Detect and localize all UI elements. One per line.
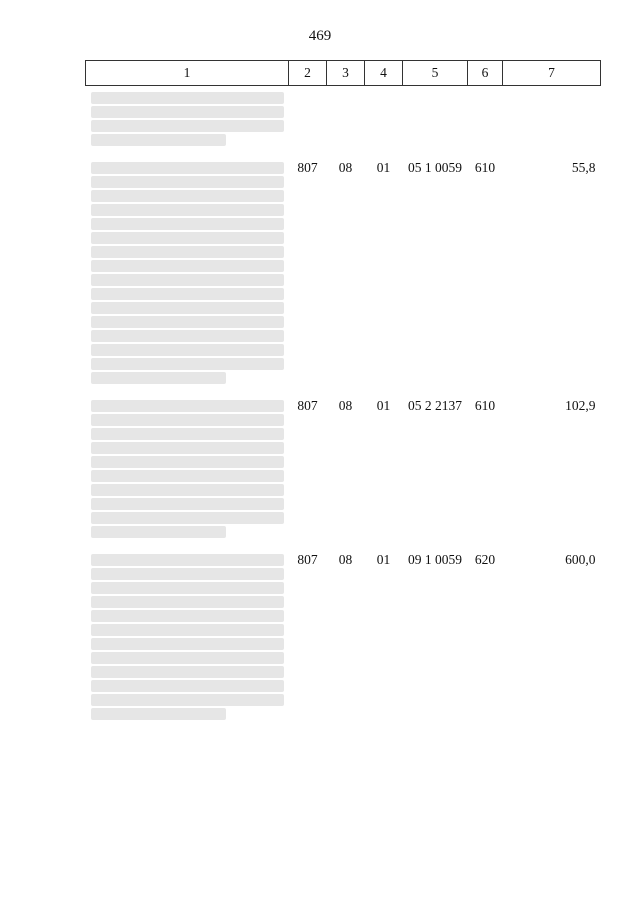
text-placeholder (91, 288, 284, 300)
text-placeholder (91, 526, 226, 538)
text-placeholder (91, 624, 284, 636)
header-cell: 6 (468, 61, 503, 86)
text-placeholder (91, 596, 284, 608)
code-cell (468, 86, 503, 157)
text-placeholder (91, 92, 284, 104)
page-number: 469 (308, 28, 332, 44)
text-placeholder (91, 428, 284, 440)
amount-cell (503, 86, 601, 157)
header-cell: 5 (403, 61, 468, 86)
text-placeholder (91, 246, 284, 258)
code-cell: 620 (474, 552, 496, 567)
text-placeholder (91, 484, 284, 496)
code-cell: 01 (376, 398, 391, 413)
code-cell (289, 86, 327, 157)
code-cell: 807 (297, 160, 318, 175)
code-cell: 09 1 0059 (408, 552, 462, 567)
text-placeholder (91, 498, 284, 510)
text-placeholder (91, 554, 284, 566)
text-placeholder (91, 372, 226, 384)
amount-cell: 600,0 (565, 552, 596, 567)
code-cell: 01 (376, 552, 391, 567)
text-placeholder (91, 162, 284, 174)
text-placeholder (91, 708, 226, 720)
text-placeholder (91, 316, 284, 328)
text-placeholder (91, 652, 284, 664)
text-placeholder (91, 512, 284, 524)
code-cell: 08 (338, 552, 353, 567)
code-cell: 05 1 0059 (408, 160, 462, 175)
text-placeholder (91, 218, 284, 230)
row-description (86, 394, 289, 548)
table-row (86, 548, 601, 730)
text-placeholder (91, 400, 284, 412)
amount-cell: 55,8 (571, 160, 596, 175)
text-placeholder (91, 582, 284, 594)
code-cell: 08 (338, 160, 353, 175)
header-row (86, 61, 601, 86)
code-cell (403, 86, 468, 157)
table-body (86, 86, 601, 731)
amount-cell: 102,9 (565, 398, 596, 413)
code-cell (365, 86, 403, 157)
code-cell: 610 (474, 398, 496, 413)
text-placeholder (91, 694, 284, 706)
code-cell: 610 (474, 160, 496, 175)
text-placeholder (91, 134, 226, 146)
text-placeholder (91, 344, 284, 356)
table-row (86, 86, 601, 157)
text-placeholder (91, 666, 284, 678)
code-cell: 08 (338, 398, 353, 413)
text-placeholder (91, 638, 284, 650)
text-placeholder (91, 260, 284, 272)
code-cell: 05 2 2137 (408, 398, 462, 413)
header-cell: 7 (503, 61, 601, 86)
row-description (86, 86, 289, 157)
code-cell (327, 86, 365, 157)
text-placeholder (91, 414, 284, 426)
text-placeholder (91, 456, 284, 468)
text-placeholder (91, 274, 284, 286)
text-placeholder (91, 302, 284, 314)
text-placeholder (91, 190, 284, 202)
text-placeholder (91, 120, 284, 132)
row-description (86, 156, 289, 394)
row-description (86, 548, 289, 730)
code-cell: 807 (297, 552, 318, 567)
table-row (86, 394, 601, 548)
text-placeholder (91, 568, 284, 580)
text-placeholder (91, 106, 284, 118)
code-cell: 01 (376, 160, 391, 175)
text-placeholder (91, 204, 284, 216)
table-row (86, 156, 601, 394)
text-placeholder (91, 680, 284, 692)
code-cell: 807 (297, 398, 318, 413)
header-cell: 3 (327, 61, 365, 86)
text-placeholder (91, 442, 284, 454)
text-placeholder (91, 232, 284, 244)
header-cell: 2 (289, 61, 327, 86)
header-cell: 4 (365, 61, 403, 86)
text-placeholder (91, 470, 284, 482)
budget-table (85, 60, 601, 730)
header-cell: 1 (86, 61, 289, 86)
text-placeholder (91, 358, 284, 370)
text-placeholder (91, 610, 284, 622)
text-placeholder (91, 176, 284, 188)
text-placeholder (91, 330, 284, 342)
